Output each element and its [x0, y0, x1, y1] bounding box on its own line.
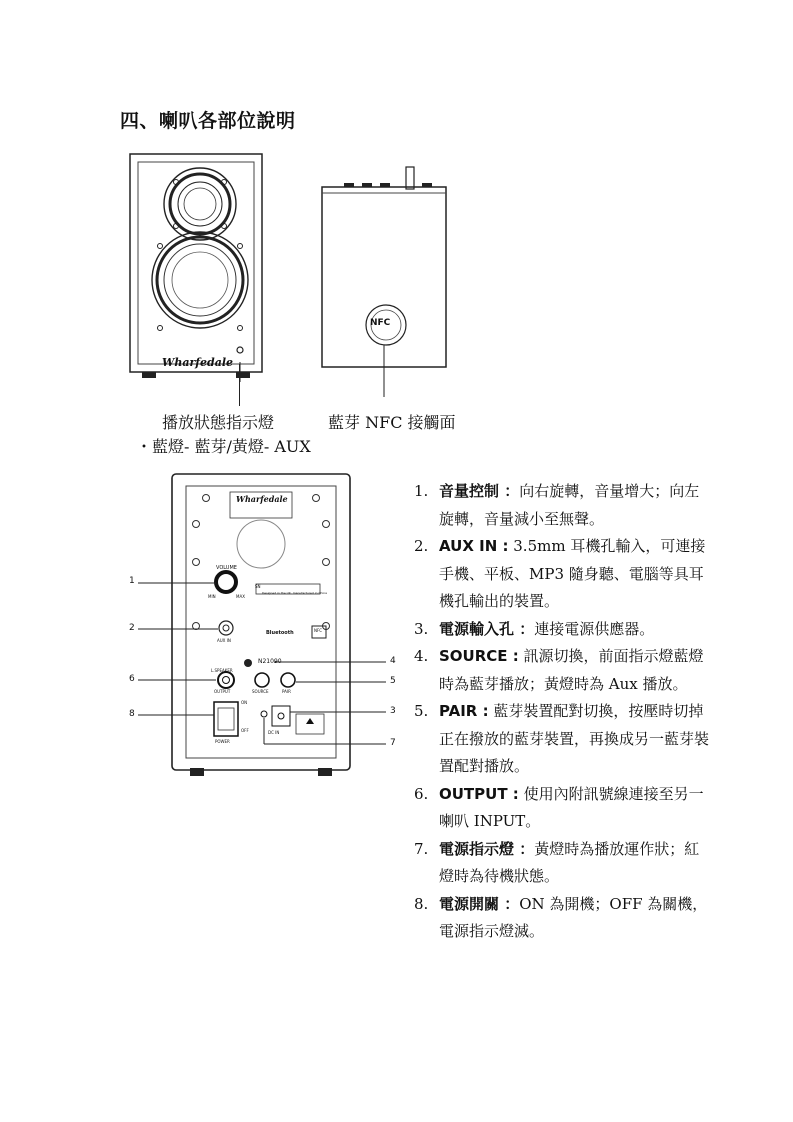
indicator-leader-line: [239, 364, 240, 406]
volume-max-label: MAX: [236, 594, 245, 599]
callout-8: 8: [129, 709, 135, 719]
cert-code: N21090: [258, 658, 282, 665]
dc-in-label: DC IN: [268, 730, 280, 735]
speaker-label: L.SPEAKER: [211, 668, 233, 673]
volume-min-label: MIN: [208, 594, 216, 599]
rear-brand-logo: Wharfedale: [236, 494, 288, 504]
item-description: 藍芽裝置配對切換，按壓時切掉正在撥放的藍芽裝置，再換成另一藍芽裝置配對播放。: [439, 702, 710, 775]
front-brand-logo: Wharfedale: [162, 356, 234, 369]
item-term: PAIR :: [439, 702, 489, 720]
callout-6: 6: [129, 674, 135, 684]
power-label: POWER: [215, 739, 230, 744]
item-term: 音量控制 ：: [439, 482, 520, 500]
bluetooth-label: Bluetooth: [266, 630, 294, 636]
rear-nfc-label: NFC: [314, 628, 323, 633]
item-term: 電源輸入孔 ：: [439, 619, 535, 638]
item-number: 3.: [414, 619, 429, 638]
callout-2: 2: [129, 623, 135, 633]
item-number: 6.: [414, 784, 429, 803]
item-description: 訊源切換，前面指示燈藍燈時為藍芽播放；黃燈時為 Aux 播放。: [439, 647, 704, 693]
item-number: 8.: [414, 894, 429, 913]
list-item: [414, 891, 714, 946]
item-description: ON 為開機；OFF 為關機，電源指示燈滅。: [439, 894, 708, 940]
output-label: OUTPUT: [214, 689, 231, 694]
list-item: [414, 533, 714, 616]
made-in-label: Designed in the UK, manufactured in China: [262, 591, 328, 595]
side-speaker-figure: [318, 165, 450, 403]
nfc-mark: NFC: [370, 318, 391, 328]
list-item: [414, 643, 714, 698]
list-item: [414, 836, 714, 891]
item-number: 7.: [414, 839, 429, 858]
sn-label: SN: [255, 584, 261, 589]
item-description: 連接電源供應器。: [534, 619, 655, 638]
section-heading: 四、喇叭各部位說明: [120, 110, 296, 132]
callout-3: 3: [390, 706, 396, 716]
list-item: [414, 616, 714, 644]
item-term: AUX IN :: [439, 537, 509, 555]
item-number: 4.: [414, 647, 429, 665]
callout-5: 5: [390, 676, 396, 686]
item-description: 3.5mm 耳機孔輸入，可連接手機、平板、MP3 隨身聽、電腦等具耳機孔輸出的裝置。: [439, 537, 706, 610]
item-term: 電源指示燈 ：: [439, 839, 535, 858]
switch-on-label: ON: [241, 700, 248, 705]
item-description: 使用內附訊號線連接至另一喇叭 INPUT。: [439, 784, 704, 830]
item-description: 向右旋轉，音量增大；向左旋轉，音量減小至無聲。: [439, 482, 700, 528]
switch-off-label: OFF: [241, 728, 249, 733]
list-item: [414, 781, 714, 836]
item-number: 1.: [414, 482, 429, 500]
item-description: 黃燈時為播放運作狀；紅燈時為待機狀態。: [439, 839, 700, 885]
item-term: OUTPUT :: [439, 784, 519, 803]
aux-in-label: AUX IN: [217, 638, 231, 643]
callout-4: 4: [390, 656, 396, 666]
caption-indicator-light: 播放狀態指示燈: [162, 413, 275, 432]
front-speaker-figure: [120, 150, 280, 382]
rear-panel-figure: [126, 470, 410, 782]
list-item: [414, 478, 714, 533]
callout-1: 1: [129, 576, 135, 586]
item-number: 2.: [414, 537, 429, 555]
item-term: SOURCE :: [439, 647, 519, 665]
callout-7: 7: [390, 738, 396, 748]
list-item: [414, 698, 714, 781]
caption-nfc-surface: 藍芽 NFC 接觸面: [328, 413, 456, 432]
parts-description-list: [414, 478, 714, 946]
pair-label: PAIR: [282, 689, 291, 694]
caption-led-colors: ・藍燈- 藍芽/黃燈- AUX: [136, 437, 311, 456]
item-number: 5.: [414, 702, 429, 720]
volume-label: VOLUME: [216, 565, 237, 571]
item-term: 電源開關 ：: [439, 894, 520, 913]
source-label: SOURCE: [252, 689, 269, 694]
